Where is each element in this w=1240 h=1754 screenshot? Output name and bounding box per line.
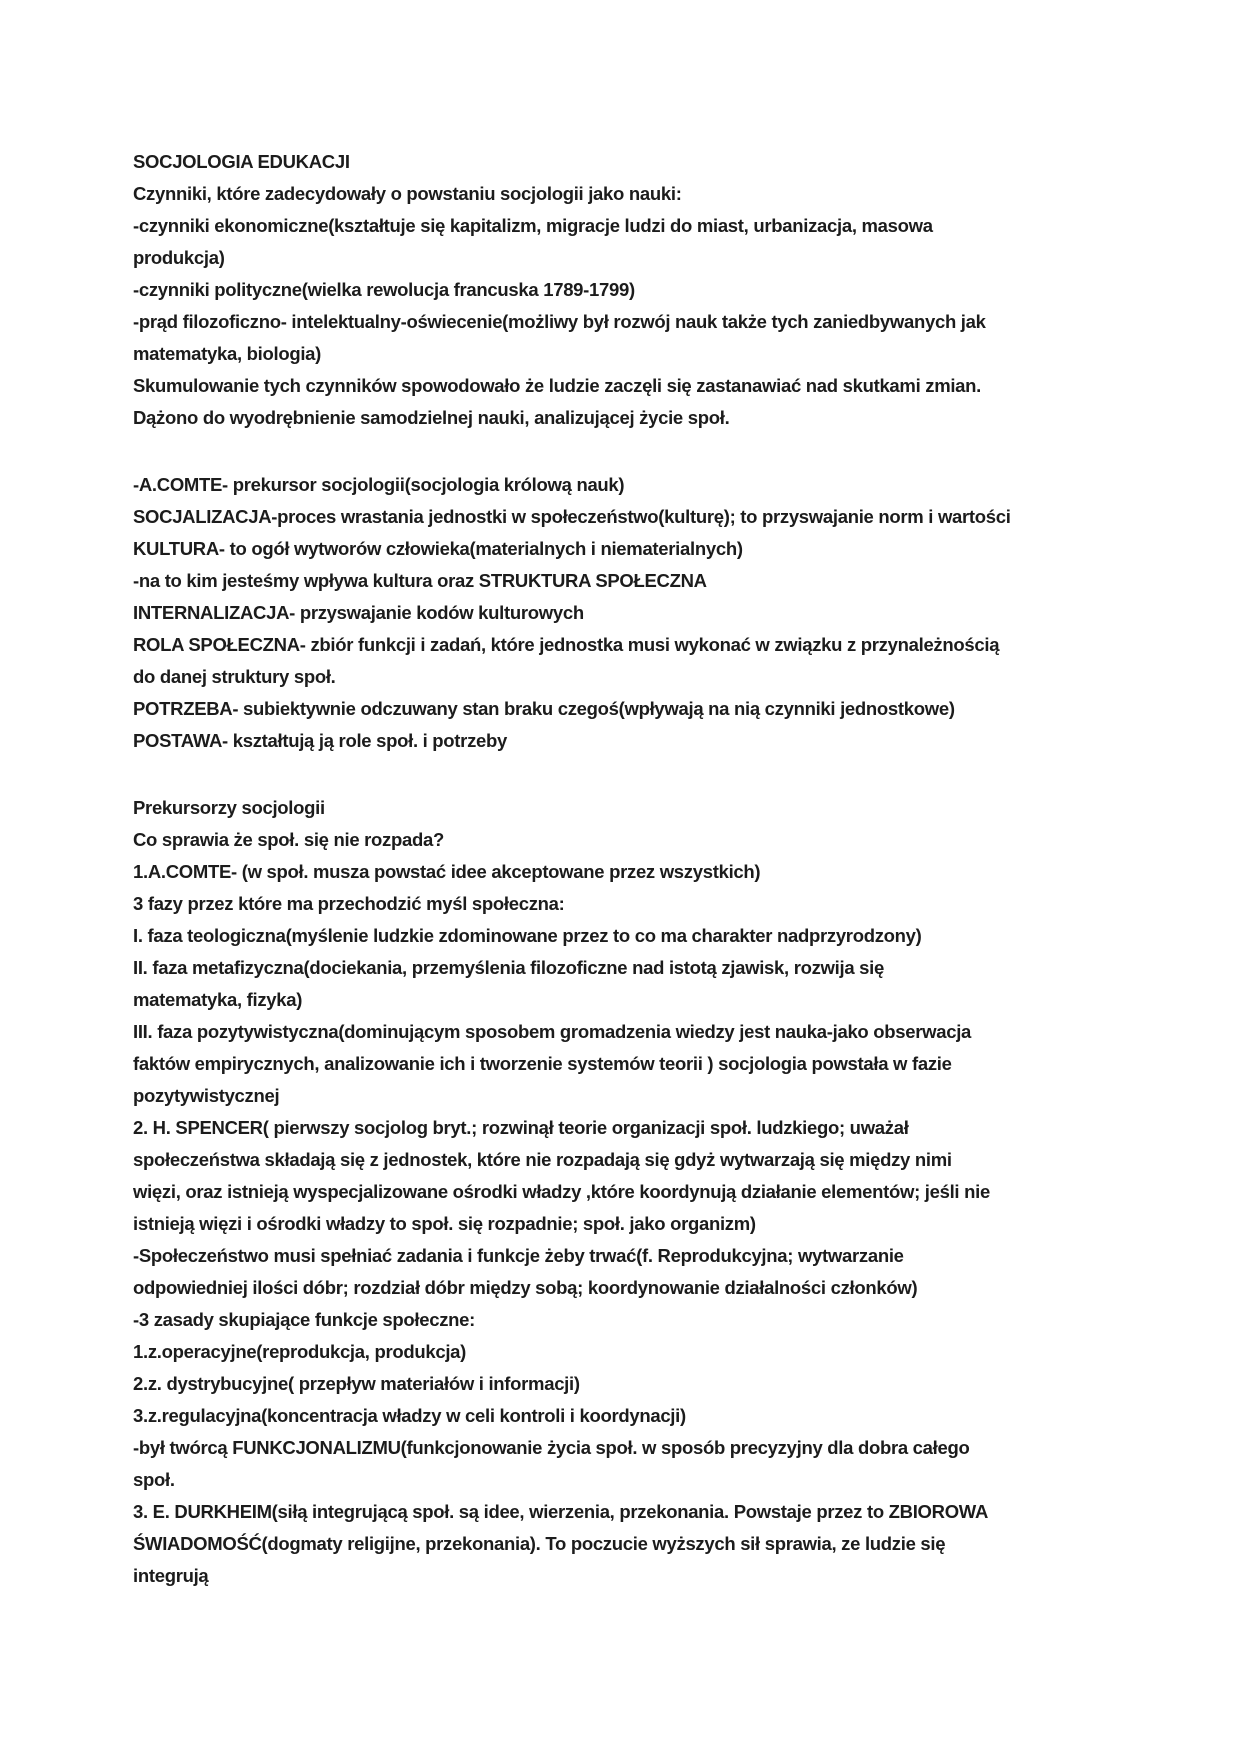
text-line: KULTURA- to ogół wytworów człowieka(materialnych i niematerialnych) — [133, 538, 743, 559]
text-line: ŚWIADOMOŚĆ(dogmaty religijne, przekonania). To poczucie wyższych sił sprawia, ze ludzie się — [133, 1533, 946, 1554]
text-line: produkcja) — [133, 247, 225, 268]
text-line: SOCJALIZACJA-proces wrastania jednostki w społeczeństwo(kulturę); to przyswajanie norm i wartości — [133, 506, 1011, 527]
text-line: do danej struktury społ. — [133, 666, 336, 687]
text-line: -czynniki polityczne(wielka rewolucja francuska 1789-1799) — [133, 279, 635, 300]
text-line: 1.A.COMTE- (w społ. musza powstać idee akceptowane przez wszystkich) — [133, 861, 761, 882]
text-line: POSTAWA- kształtują ją role społ. i potrzeby — [133, 730, 507, 751]
text-line: 2.z. dystrybucyjne( przepływ materiałów i informacji) — [133, 1373, 580, 1394]
text-line: II. faza metafizyczna(dociekania, przemyślenia filozoficzne nad istotą zjawisk, rozwija się — [133, 957, 884, 978]
text-line: INTERNALIZACJA- przyswajanie kodów kulturowych — [133, 602, 584, 623]
text-line: więzi, oraz istnieją wyspecjalizowane ośrodki władzy ,które koordynują działanie elementów; jeśli nie — [133, 1181, 990, 1202]
paragraph-block — [133, 792, 1133, 1592]
text-line: faktów empirycznych, analizowanie ich i tworzenie systemów teorii ) socjologia powstała w fazie — [133, 1053, 952, 1074]
text-line: I. faza teologiczna(myślenie ludzkie zdominowane przez to co ma charakter nadprzyrodzony) — [133, 925, 922, 946]
text-line: Dążono do wyodrębnienie samodzielnej nauki, analizującej życie społ. — [133, 407, 730, 428]
text-line: -3 zasady skupiające funkcje społeczne: — [133, 1309, 476, 1330]
text-line: matematyka, biologia) — [133, 343, 322, 364]
text-line: ROLA SPOŁECZNA- zbiór funkcji i zadań, które jednostka musi wykonać w związku z przynależnością — [133, 634, 1000, 655]
document-title: SOCJOLOGIA EDUKACJI — [133, 151, 350, 172]
text-line: pozytywistycznej — [133, 1085, 280, 1106]
text-line: 3. E. DURKHEIM(siłą integrującą społ. są idee, wierzenia, przekonania. Powstaje przez to ZBIOROWA — [133, 1501, 988, 1522]
text-line: -prąd filozoficzno- intelektualny-oświecenie(możliwy był rozwój nauk także tych zaniedbywanych jak — [133, 311, 986, 332]
text-line: odpowiedniej ilości dóbr; rozdział dóbr między sobą; koordynowanie działalności członków) — [133, 1277, 918, 1298]
text-line: Czynniki, które zadecydowały o powstaniu socjologii jako nauki: — [133, 183, 682, 204]
text-line: -A.COMTE- prekursor socjologii(socjologia królową nauk) — [133, 474, 625, 495]
paragraph-block — [133, 146, 1133, 434]
text-line: społ. — [133, 1469, 175, 1490]
text-line: Co sprawia że społ. się nie rozpada? — [133, 829, 444, 850]
text-line: integrują — [133, 1565, 209, 1586]
text-line: 1.z.operacyjne(reprodukcja, produkcja) — [133, 1341, 467, 1362]
text-line: III. faza pozytywistyczna(dominującym sposobem gromadzenia wiedzy jest nauka-jako obserwacja — [133, 1021, 972, 1042]
text-line: POTRZEBA- subiektywnie odczuwany stan braku czegoś(wpływają na nią czynniki jednostkowe) — [133, 698, 955, 719]
text-line: -na to kim jesteśmy wpływa kultura oraz STRUKTURA SPOŁECZNA — [133, 570, 707, 591]
text-line: Skumulowanie tych czynników spowodowało że ludzie zaczęli się zastanawiać nad skutkami zmian. — [133, 375, 982, 396]
text-line: -Społeczeństwo musi spełniać zadania i funkcje żeby trwać(f. Reprodukcyjna; wytwarzanie — [133, 1245, 904, 1266]
text-line: -czynniki ekonomiczne(kształtuje się kapitalizm, migracje ludzi do miast, urbanizacja, masowa — [133, 215, 933, 236]
text-line: -był twórcą FUNKCJONALIZMU(funkcjonowanie życia społ. w sposób precyzyjny dla dobra całego — [133, 1437, 970, 1458]
document-body — [133, 146, 1133, 1592]
text-line: istnieją więzi i ośrodki władzy to społ. się rozpadnie; społ. jako organizm) — [133, 1213, 756, 1234]
text-line: Prekursorzy socjologii — [133, 797, 325, 818]
text-line: społeczeństwa składają się z jednostek, które nie rozpadają się gdyż wytwarzają się między nimi — [133, 1149, 952, 1170]
text-line: matematyka, fizyka) — [133, 989, 303, 1010]
text-line: 2. H. SPENCER( pierwszy socjolog bryt.; rozwinął teorie organizacji społ. ludzkiego; uważał — [133, 1117, 909, 1138]
paragraph-block — [133, 469, 1133, 757]
text-line: 3.z.regulacyjna(koncentracja władzy w celi kontroli i koordynacji) — [133, 1405, 686, 1426]
text-line: 3 fazy przez które ma przechodzić myśl społeczna: — [133, 893, 565, 914]
